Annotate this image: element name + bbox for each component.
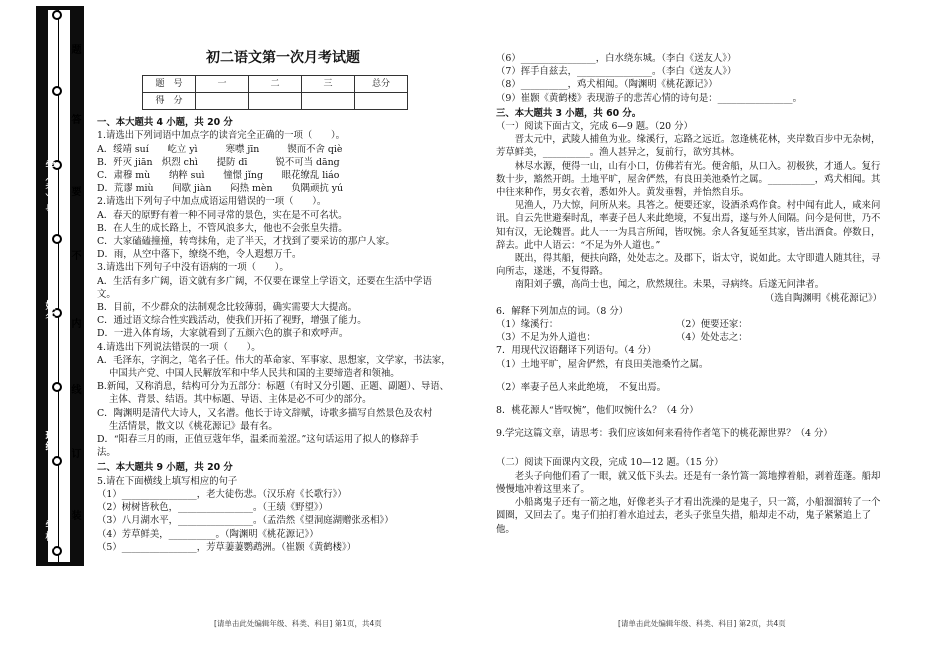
question-line xyxy=(496,318,882,331)
score-cell: 题 号 xyxy=(143,76,196,93)
passage-paragraph: 南阳刘子骥，高尚士也，闻之，欣然规往。未果，寻病终。后遂无问津者。 xyxy=(514,279,825,291)
question-line: D．“阳春三月的雨，正值豆蔻年华，温柔而羞涩。”这句话运用了拟人的修辞手 xyxy=(97,434,419,446)
question-line: （9）崔颢《黄鹤楼》表现游子的悲苦心情的诗句是：________________。 xyxy=(496,92,802,104)
binding-notice-8: 装 xyxy=(69,510,80,521)
question-line: D．雨，从空中落下，缭绕不绝，令人遐想万千。 xyxy=(97,249,302,261)
binding-hole xyxy=(52,382,62,392)
binding-notice-4: 不 xyxy=(69,250,80,261)
score-input-cell[interactable] xyxy=(355,93,408,110)
answer-prompt: （4）处处志之： xyxy=(676,332,748,344)
passage-paragraph: 既出，得其船，便扶向路，处处志之。及郡下，诣太守，说如此。太守即遣人随其往，寻向所志，遂迷，不复得路。 xyxy=(496,253,881,278)
question-line: （8）__________，鸡犬相闻。（陶渊明《桃花源记》） xyxy=(496,79,718,91)
question-line: B.新闻，又称消息，结构可分为五部分：标题（有时又分引题、正题、副题）、导语、 xyxy=(97,381,450,393)
question-line: C．肃穆 mù 纳粹 suì 憧憬 jǐng 眼花缭乱 liáo xyxy=(97,170,340,182)
page-1-column xyxy=(97,48,469,554)
question-line: （7）挥手自兹去，________________。（李白《送友人》） xyxy=(496,66,737,78)
question-line: 8．桃花源人“皆叹惋”，他们叹惋什么？（4 分） xyxy=(496,405,699,417)
binding-notice-5: 内 xyxy=(69,318,80,329)
binding-strip xyxy=(36,6,84,566)
footer-page-2[interactable]: [请单击此处编辑年级、科类、科目] 第2页，共4页 xyxy=(618,619,786,628)
binding-class-label: 班级： xyxy=(43,430,54,463)
question-line: 生活情景，散文以《桃花源记》最有名。 xyxy=(109,420,278,432)
score-cell: 总分 xyxy=(355,76,408,93)
question-line: （3）八月湖水平，________________。（孟浩然《望洞庭湖赠张丞相》） xyxy=(97,515,394,527)
score-input-cell[interactable] xyxy=(249,93,302,110)
score-input-cell[interactable] xyxy=(302,93,355,110)
answer-prompt: （1）缘溪行： xyxy=(496,319,559,331)
question-line: D．荒谬 miù 间歇 jiàn 闷热 mèn 负隅顽抗 yú xyxy=(97,183,344,195)
question-line: B．歼灭 jiān 炽烈 chì 提防 dī 锐不可当 dāng xyxy=(97,156,340,168)
question-line: A．生活有多广阔，语文就有多广阔，不仅要在课堂上学语文，还要在生活中学语 xyxy=(97,275,432,287)
passage-paragraph: 晋太元中，武陵人捕鱼为业。缘溪行，忘路之远近。忽逢桃花林，夹岸数百步中无杂树，芳草鲜美，__________。渔人甚异之，复前行，欲穷其林。 xyxy=(496,134,881,159)
binding-notice-2: 答 xyxy=(69,114,80,125)
score-cell: 三 xyxy=(302,76,355,93)
binding-notice-7: 订 xyxy=(69,448,80,459)
question-line: A．春天的原野有着一种不同寻常的景色，实在是不可名状。 xyxy=(97,209,348,221)
question-line: 主体、背景、结语。其中标题、导语、主体是必不可少的部分。 xyxy=(109,394,372,406)
score-cell: 一 xyxy=(196,76,249,93)
binding-notice-6: 线 xyxy=(69,384,80,395)
answer-prompt: （3）不足为外人道也： xyxy=(496,332,596,344)
passage-paragraph: 林尽水源，便得一山，山有小口，仿佛若有光。便舍船，从口入。初极狭，才通人。复行数十步，豁然开朗。土地平旷，屋舍俨然，有良田美池桑竹之属。__________，鸡犬相闻。其中往来种作，男女衣着，悉如外人。黄发垂髫，并怡然自乐。 xyxy=(496,160,881,199)
question-line: C．通过语文综合性实践活动，使我们开拓了视野，增强了能力。 xyxy=(97,315,367,327)
question-line xyxy=(496,331,882,344)
answer-space[interactable] xyxy=(496,440,882,456)
question-line: A．毛泽东，字润之，笔名子任。伟大的革命家、军事家、思想家，文学家，书法家， xyxy=(97,354,451,366)
score-input-cell[interactable] xyxy=(196,93,249,110)
question-line: （4）芳草鲜美，__________。（陶渊明《桃花源记》） xyxy=(97,528,319,540)
section-heading: 三、本大题共 3 小题，共 60 分。 xyxy=(496,107,642,119)
binding-name-label: 姓名： xyxy=(43,300,54,333)
binding-hole xyxy=(52,10,62,20)
answer-space[interactable] xyxy=(496,371,882,381)
question-line: 1.请选出下列词语中加点字的读音完全正确的一项（ ）。 xyxy=(97,130,346,142)
question-line: B．目前，不少群众的法制观念比较薄弱，确实需要大大提高。 xyxy=(97,302,358,314)
score-cell: 二 xyxy=(249,76,302,93)
question-line: （2）树树皆秋色，________________。（王绩《野望》） xyxy=(97,502,328,514)
answer-space[interactable] xyxy=(496,394,882,404)
page-2-column xyxy=(496,52,882,536)
score-table-row xyxy=(143,76,408,93)
question-line: （1）________________，老大徒伤悲。（汉乐府《长歌行》） xyxy=(97,488,347,500)
question-line: （一）阅读下面古文，完成 6—9 题。（20 分） xyxy=(496,121,693,133)
question-line: （6）________________，白水绕东城。（李白《送友人》） xyxy=(496,53,737,64)
binding-id-label: 学（考）号： xyxy=(43,160,54,226)
binding-hole xyxy=(52,234,62,244)
question-line: （5）________________，芳草萋萋鹦鹉洲。（崔颢《黄鹤楼》） xyxy=(97,541,357,553)
score-table xyxy=(142,75,408,110)
passage-paragraph: 老头子向他们看了一眼，就又低下头去。还是有一条竹篙一篙地撑着船，剥着莲蓬。船却慢慢地冲着这里来了。 xyxy=(496,470,881,495)
question-line: （1）土地平旷，屋舍俨然，有良田美池桑竹之属。 xyxy=(496,358,709,370)
score-cell: 得 分 xyxy=(143,93,196,110)
footer-page-1[interactable]: [请单击此处编辑年级、科类、科目] 第1页，共4页 xyxy=(214,619,382,628)
binding-notice-3: 要 xyxy=(69,186,80,197)
question-line: A．绥靖 suí 屹立 yì 寒噤 jīn 锲而不舍 qiè xyxy=(97,143,343,155)
question-line: 4.请选出下列说法错误的一项（ ）。 xyxy=(97,341,261,353)
question-line: C．陶渊明是清代大诗人，又名潜。他长于诗文辞赋，诗歌多描写自然景色及农村 xyxy=(97,407,433,419)
score-table-row xyxy=(143,93,408,110)
question-line: 9.学完这篇文章，请思考：我们应该如何来看待作者笔下的桃花源世界？（4 分） xyxy=(496,428,833,440)
question-line: C．大家磕磕撞撞，转弯抹角，走了半天，才找到了要采访的那户人家。 xyxy=(97,236,395,248)
question-line: （选自陶渊明《桃花源记》） xyxy=(764,292,882,304)
question-line: （2）率妻子邑人来此绝境， 不复出焉。 xyxy=(496,381,667,393)
question-line: 5.请在下面横线上填写相应的句子 xyxy=(97,475,238,487)
binding-notice-1: 题 xyxy=(69,44,80,55)
binding-hole xyxy=(52,86,62,96)
question-line: B．在人生的成长路上，不管风浪多大，他也不会张皇失措。 xyxy=(97,222,348,234)
question-line: 6．解释下列加点的词。（8 分） xyxy=(496,305,629,317)
exam-title: 初二语文第一次月考试题 xyxy=(206,50,360,66)
question-line: 法。 xyxy=(97,447,116,459)
page-1-questions xyxy=(97,116,469,554)
section-heading: 二、本大题共 9 小题，共 20 分 xyxy=(97,462,233,474)
question-line: 文。 xyxy=(97,288,116,300)
section-heading: 一、本大题共 4 小题，共 20 分 xyxy=(97,117,233,129)
question-line: 中国共产党、中国人民解放军和中华人民共和国的主要缔造者和领袖。 xyxy=(109,368,400,380)
page-2-questions xyxy=(496,52,882,536)
passage-paragraph: 小船离鬼子还有一箭之地，好像老头子才看出洗澡的是鬼子，只一篙，小船溜溜转了一个圆圈，又回去了。鬼子们拍打着水追过去，老头子张皇失措，船却走不动，鬼子紧紧追上了他。 xyxy=(496,497,881,535)
question-line: 7．用现代汉语翻译下列语句。（4 分） xyxy=(496,345,657,357)
question-line: 2.请选出下列句子中加点成语运用错误的一项（ ）。 xyxy=(97,196,327,208)
binding-school-label: 学校： xyxy=(43,520,54,553)
question-line: 3.请选出下列句子中没有语病的一项（ ）。 xyxy=(97,262,289,274)
answer-space[interactable] xyxy=(496,417,882,427)
question-line: D．一进入体育场，大家就看到了五颜六色的旗子和欢呼声。 xyxy=(97,328,349,340)
question-line: （二）阅读下面课内文段，完成 10—12 题。（15 分） xyxy=(496,457,724,469)
passage-paragraph: 见渔人，乃大惊，问所从来。具答之。便要还家，设酒杀鸡作食。村中闻有此人，咸来问讯。自云先世避秦时乱，率妻子邑人来此绝境，不复出焉，遂与外人间隔。问今是何世，乃不知有汉，无论魏晋。此人一一为具言所闻，皆叹惋。余人各复延至其家，皆出酒食。停数日，辞去。此中人语云：“不足为外人道也。” xyxy=(496,200,881,251)
answer-prompt: （2）便要还家： xyxy=(676,319,748,331)
